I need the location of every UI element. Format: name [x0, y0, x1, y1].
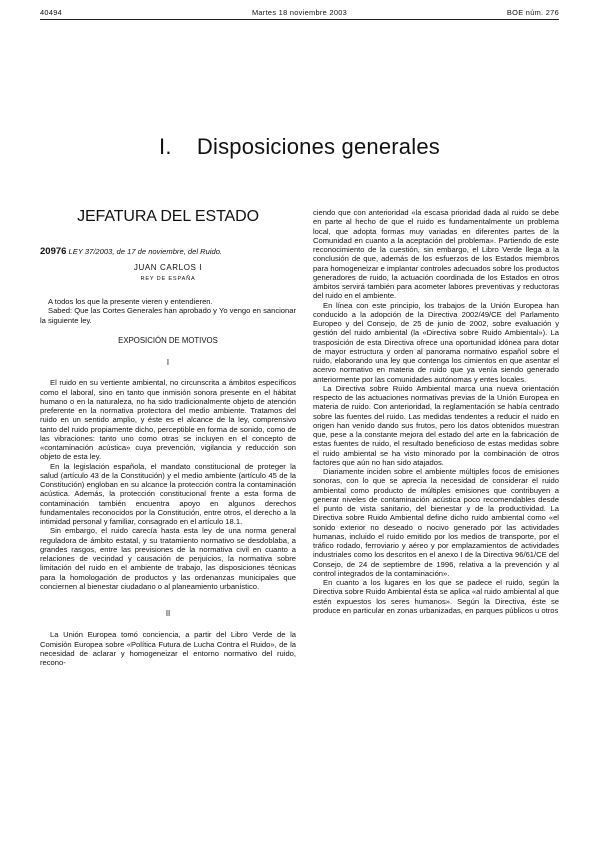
body-paragraph: En línea con este principio, los trabajos de la Unión Europea han conducido a la adopción de la Directiva 2002/49/CE del Parlamento Europeo y del Consejo, de 25 de junio de 2002, sobre evaluación y gestión del ruido ambiental (la «Directiva sobre Ruido Ambiental»). La trasposición de esta Directiva ofrece una oportunidad idónea para dotar de mayor estructura y orden al panorama normativo español sobre el ruido, elaborando una ley que contenga los cimientos en que asentar el acervo normativo en materia de ruido que ya venía siendo generado anteriormente por las comunidades autónomas y entes locales. — [313, 300, 559, 384]
intro-paragraph: Sabed: Que las Cortes Generales han aprobado y Yo vengo en sancionar la siguiente ley. — [40, 306, 296, 325]
law-number: 20976 — [40, 246, 67, 258]
section-title: I. Disposiciones generales — [159, 134, 440, 159]
body-paragraph: En cuanto a los lugares en los que se padece el ruido, según la Directiva sobre Ruido Ambiental ésta se aplica «al ruido ambiental al que estén expuestos los seres humanos». Según la Directiva, éste se produce en particular en zonas urbanizadas, en parques públicos u otros — [313, 578, 559, 615]
body-paragraph: El ruido en su vertiente ambiental, no circunscrita a ámbitos específicos como el laboral, sino en tanto que inmisión sonora presente en el hábitat humano o en la naturaleza, no ha sido tradicionalmente objeto de atención preferente en la normativa protectora del medio ambiente. Tratamos del ruido en un sentido amplio, y éste es el alcance de la ley, comprensivo tanto del ruido propiamente dicho, perceptible en forma de sonido, como de las vibraciones: tanto uno como otras se incluyen en el concepto de «contaminación acústica» cuya prevención, vigilancia y reducción son objeto de esta ley. — [40, 378, 296, 462]
chapter-numeral: II — [165, 609, 171, 618]
organ-heading: JEFATURA DEL ESTADO — [77, 208, 259, 225]
body-paragraph: Sin embargo, el ruido carecía hasta esta ley de una norma general reguladora de ámbito estatal, y su tratamiento normativo se desdoblaba, a grandes rasgos, entre las previsiones de la normativa civil en cuanto a relaciones de vecindad y causación de perjuicios, la normativa sobre limitación del ruido en el ambiente de trabajo, las disposiciones técnicas para la homologación de productos y las ordenanzas municipales que conciernen al bienestar ciudadano o al planeamiento urbanístico. — [40, 526, 296, 591]
promulgation — [40, 297, 296, 325]
body-paragraph: En la legislación española, el mandato constitucional de proteger la salud (artículo 43 de la Constitución) y el medio ambiente (artículo 45 de la Constitución) engloban en su alcance la protección contra la contaminación acústica. Además, la protección constitucional frente a esta forma de contaminación también encuentra apoyo en algunos derechos fundamentales reconocidos por la Constitución, entre otros, el derecho a la intimidad personal y familiar, consagrado en el artículo 18.1. — [40, 461, 296, 526]
body-paragraph: La Unión Europea tomó conciencia, a partir del Libro Verde de la Comisión Europea sobre «Política Futura de Lucha Contra el Ruido», de la necesidad de aclarar y homogeneizar el entorno normativo del ruido, recono- — [40, 630, 296, 667]
law-title: LEY 37/2003, de 17 de noviembre, del Ruido. — [68, 247, 223, 257]
king-title: REY DE ESPAÑA — [140, 275, 196, 282]
chapter-numeral: I — [166, 358, 170, 367]
law-heading — [40, 247, 296, 256]
left-column — [40, 208, 296, 667]
body-paragraph: La Directiva sobre Ruido Ambiental marca una nueva orientación respecto de las actuaciones normativas previas de la Unión Europea en materia de ruido. Con anterioridad, la reglamentación se había centrado sobre las fuentes del ruido. Las medidas tendentes a reducir el ruido en origen han venido dando sus frutos, pero los datos obtenidos muestran que, pese a la constante mejora del estado del arte en la fabricación de estas fuentes de ruido, el resultado beneficioso de estas medidas sobre el ruido ambiental se ha visto minorado por la combinación de otros factores que aún no han sido atajados. — [313, 383, 559, 467]
right-column — [313, 208, 559, 615]
header-date: Martes 18 noviembre 2003 — [251, 8, 348, 17]
journal-issue: BOE núm. 276 — [506, 8, 559, 17]
exposition-heading: EXPOSICIÓN DE MOTIVOS — [118, 335, 218, 345]
page-number: 40494 — [40, 8, 63, 17]
header-rule — [40, 19, 559, 20]
body-paragraph: Diariamente inciden sobre el ambiente múltiples focos de emisiones sonoras, con lo que se aprecia la necesidad de considerar el ruido ambiental como producto de múltiples emisiones que contribuyen a generar niveles de contaminación acústica poco recomendables desde el punto de vista sanitario, del bienestar y de la productividad. La Directiva sobre Ruido Ambiental define dicho ruido ambiental como «el sonido exterior no deseado o nocivo generado por las actividades humanas, incluido el ruido emitido por los medios de transporte, por el tráfico rodado, ferroviario y aéreo y por emplazamientos de actividades industriales como los descritos en el anexo I de la Directiva 96/61/CE del Consejo, de 24 de septiembre de 1996, relativa a la prevención y al control integrados de la contaminación». — [313, 467, 559, 578]
intro-paragraph: A todos los que la presente vieren y entendieren. — [48, 297, 213, 306]
king-name: JUAN CARLOS I — [133, 262, 203, 272]
body-paragraph: ciendo que con anterioridad «la escasa prioridad dada al ruido se debe en parte al hecho de que el ruido es fundamentalmente un problema local, que adopta formas muy variadas en diferentes partes de la Comunidad en cuanto a la aceptación del problema». Partiendo de este reconocimiento de la cuestión, sin embargo, el Libro Verde llega a la conclusión de que, además de los esfuerzos de los Estados miembros para homogeneizar e implantar controles adecuados sobre los productos generadores de ruido, la actuación coordinada de los Estados en otros ámbitos servirá también para acometer labores preventivas y reductoras del ruido en el ambiente. — [313, 208, 559, 301]
